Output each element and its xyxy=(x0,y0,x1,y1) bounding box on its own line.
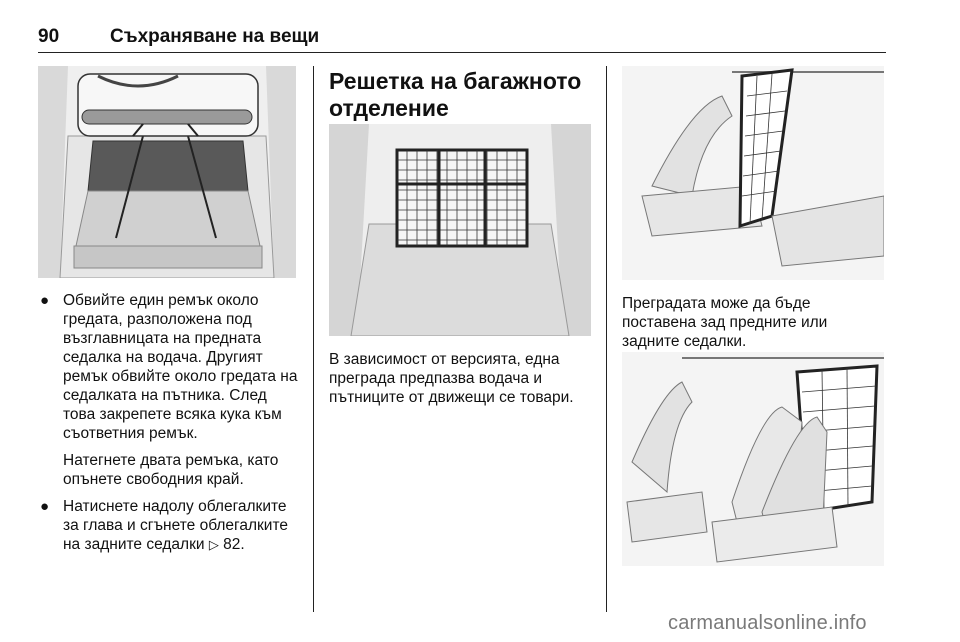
watermark-text: carmanualsonline.info xyxy=(668,612,867,634)
figure-trunk-straps xyxy=(38,66,296,278)
partition-front-drawing xyxy=(622,66,884,280)
list-item xyxy=(38,451,300,489)
list-item xyxy=(38,291,300,443)
instruction-text: Натиснете надолу облегалките за глава и сгънете облегалките на задните седалки xyxy=(63,498,288,553)
cargo-grid-drawing xyxy=(329,124,591,336)
figure-partition-front xyxy=(622,66,884,280)
figure-partition-rear xyxy=(622,352,884,566)
bullet-marker: ● xyxy=(40,292,50,309)
arrow-reference-icon: ▷ xyxy=(208,537,219,552)
figure-cargo-grid xyxy=(329,124,591,336)
instruction-list xyxy=(38,291,300,554)
trunk-straps-drawing xyxy=(38,66,296,278)
instruction-text: Обвийте един ремък около гредата, разположена под възглавницата на предната седалка на водача. Другият ремък обвийте около гредата на седалката на пътника. След това закрепете всяка кука към съответния ремък. xyxy=(63,292,298,442)
page-header xyxy=(38,26,886,52)
section-title: Решетка на багажното отделение xyxy=(329,68,582,121)
chapter-title: Съхраняване на вещи xyxy=(110,26,320,47)
column-divider-left xyxy=(313,66,314,612)
page-number: 90 xyxy=(38,26,60,47)
partition-caption: Преградата може да бъде поставена зад предните или задните седалки. xyxy=(622,295,828,350)
cargo-grid-caption: В зависимост от версията, една преграда предпазва водача и пътниците от движещи се товари. xyxy=(329,351,574,406)
header-rule xyxy=(38,52,886,53)
partition-rear-drawing xyxy=(622,352,884,566)
list-item xyxy=(38,497,300,554)
page-reference[interactable]: 82. xyxy=(223,536,245,553)
column-divider-right xyxy=(606,66,607,612)
instruction-text-extra: Натегнете двата ремъка, като опънете свободния край. xyxy=(63,452,279,488)
bullet-marker: ● xyxy=(40,498,50,515)
